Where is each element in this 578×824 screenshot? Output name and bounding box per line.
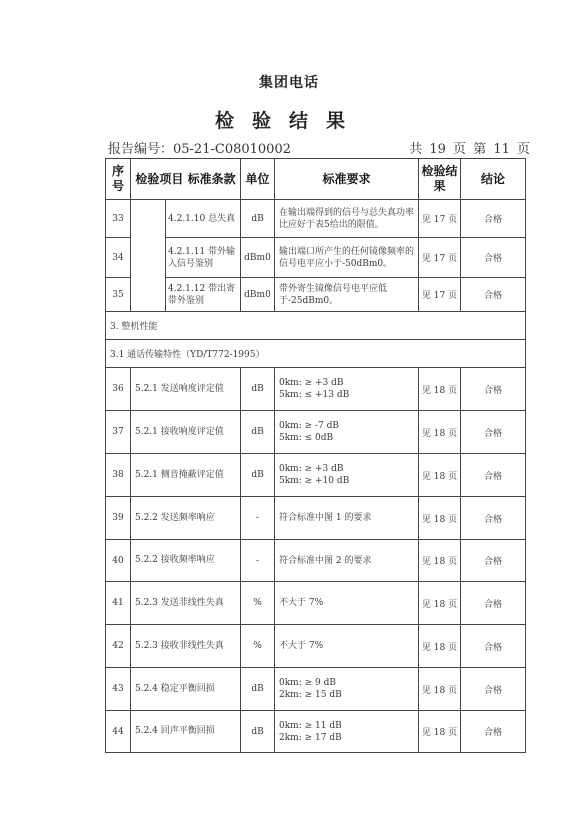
row-requirement: 带外寄生镜像信号电平应低于-25dBm0。 xyxy=(275,278,419,312)
row-clause: 5.2.1 接收响度评定值 xyxy=(131,411,241,454)
row-no: 38 xyxy=(106,454,131,497)
row-requirement: 0km: ≥ +3 dB 5km: ≥ +10 dB xyxy=(275,454,419,497)
report-number: 报告编号：05-21-C08010002 xyxy=(108,142,291,157)
blank-group-cell xyxy=(131,200,166,312)
row-clause: 5.2.1 发送响度评定值 xyxy=(131,368,241,411)
row-requirement: 输出端口所产生的任何镜像频率的信号电平应小于-50dBm0。 xyxy=(275,238,419,278)
row-requirement: 0km: ≥ +3 dB 5km: ≤ +13 dB xyxy=(275,368,419,411)
row-result: 见 18 页 xyxy=(419,668,461,711)
row-requirement: 0km: ≥ 9 dB 2km: ≥ 15 dB xyxy=(275,668,419,711)
row-result: 见 17 页 xyxy=(419,238,461,278)
row-result: 见 18 页 xyxy=(419,411,461,454)
header-conclusion: 结论 xyxy=(461,159,526,200)
row-unit: dB xyxy=(241,368,275,411)
row-no: 44 xyxy=(106,711,131,753)
row-unit: dB xyxy=(241,200,275,238)
header-result: 检验结果 xyxy=(419,159,461,200)
row-conclusion: 合格 xyxy=(461,625,526,668)
row-no: 40 xyxy=(106,540,131,582)
row-clause: 5.2.2 接收频率响应 xyxy=(131,540,241,582)
row-requirement: 0km: ≥ -7 dB 5km: ≤ 0dB xyxy=(275,411,419,454)
row-requirement: 符合标准中图 1 的要求 xyxy=(275,497,419,540)
table-row xyxy=(106,238,526,278)
table-row xyxy=(106,711,526,753)
row-clause: 5.2.3 接收非线性失真 xyxy=(131,625,241,668)
row-no: 39 xyxy=(106,497,131,540)
row-clause: 4.2.1.10 总失真 xyxy=(166,200,241,238)
row-unit: dB xyxy=(241,711,275,753)
row-result: 见 18 页 xyxy=(419,454,461,497)
table-row xyxy=(106,278,526,312)
row-conclusion: 合格 xyxy=(461,497,526,540)
results-table xyxy=(105,158,526,753)
table-row xyxy=(106,200,526,238)
section-heading: 3. 整机性能 xyxy=(106,312,526,340)
row-no: 36 xyxy=(106,368,131,411)
row-conclusion: 合格 xyxy=(461,368,526,411)
row-no: 34 xyxy=(106,238,131,278)
header-requirement: 标准要求 xyxy=(275,159,419,200)
table-header-row xyxy=(106,159,526,200)
subsection-heading: 3.1 通话传输特性（YD/T772-1995） xyxy=(106,340,526,368)
page-title: 检验结果 xyxy=(214,110,363,132)
row-unit: % xyxy=(241,625,275,668)
row-result: 见 17 页 xyxy=(419,200,461,238)
row-conclusion: 合格 xyxy=(461,711,526,753)
row-result: 见 18 页 xyxy=(419,540,461,582)
table-row xyxy=(106,625,526,668)
row-requirement: 不大于 7% xyxy=(275,582,419,625)
row-requirement: 在输出端得到的信号与总失真功率比应好于表5给出的限值。 xyxy=(275,200,419,238)
row-unit: dBm0 xyxy=(241,278,275,312)
table-row xyxy=(106,454,526,497)
row-requirement: 0km: ≥ 11 dB 2km: ≥ 17 dB xyxy=(275,711,419,753)
row-no: 37 xyxy=(106,411,131,454)
row-conclusion: 合格 xyxy=(461,278,526,312)
row-unit: - xyxy=(241,497,275,540)
row-clause: 5.2.3 发送非线性失真 xyxy=(131,582,241,625)
row-unit: dB xyxy=(241,668,275,711)
row-conclusion: 合格 xyxy=(461,200,526,238)
row-conclusion: 合格 xyxy=(461,582,526,625)
row-no: 43 xyxy=(106,668,131,711)
table-row xyxy=(106,368,526,411)
row-unit: dBm0 xyxy=(241,238,275,278)
header-no: 序号 xyxy=(106,159,131,200)
row-conclusion: 合格 xyxy=(461,411,526,454)
row-unit: dB xyxy=(241,454,275,497)
row-result: 见 18 页 xyxy=(419,368,461,411)
table-row xyxy=(106,497,526,540)
company-name: 集团电话 xyxy=(259,75,319,91)
row-clause: 5.2.1 侧音掩蔽评定值 xyxy=(131,454,241,497)
row-no: 41 xyxy=(106,582,131,625)
row-requirement: 符合标准中图 2 的要求 xyxy=(275,540,419,582)
row-unit: % xyxy=(241,582,275,625)
table-row xyxy=(106,540,526,582)
row-clause: 5.2.2 发送频率响应 xyxy=(131,497,241,540)
row-clause: 5.2.4 稳定平衡回损 xyxy=(131,668,241,711)
row-conclusion: 合格 xyxy=(461,238,526,278)
page-counter: 共 19 页 第 11 页 xyxy=(409,142,530,157)
row-unit: dB xyxy=(241,411,275,454)
row-result: 见 18 页 xyxy=(419,625,461,668)
header-unit: 单位 xyxy=(241,159,275,200)
row-conclusion: 合格 xyxy=(461,668,526,711)
row-result: 见 18 页 xyxy=(419,711,461,753)
row-conclusion: 合格 xyxy=(461,540,526,582)
table-row xyxy=(106,668,526,711)
row-clause: 4.2.1.12 带出寄带外鉴别 xyxy=(166,278,241,312)
row-clause: 4.2.1.11 带外输入信号鉴别 xyxy=(166,238,241,278)
row-no: 35 xyxy=(106,278,131,312)
row-no: 42 xyxy=(106,625,131,668)
row-result: 见 18 页 xyxy=(419,497,461,540)
row-requirement: 不大于 7% xyxy=(275,625,419,668)
row-result: 见 18 页 xyxy=(419,582,461,625)
row-result: 见 17 页 xyxy=(419,278,461,312)
row-no: 33 xyxy=(106,200,131,238)
table-row xyxy=(106,582,526,625)
header-clause: 检验项目 标准条款 xyxy=(131,159,241,200)
table-row xyxy=(106,411,526,454)
row-unit: - xyxy=(241,540,275,582)
row-clause: 5.2.4 回声平衡回损 xyxy=(131,711,241,753)
section-row xyxy=(106,312,526,340)
row-conclusion: 合格 xyxy=(461,454,526,497)
section-row xyxy=(106,340,526,368)
